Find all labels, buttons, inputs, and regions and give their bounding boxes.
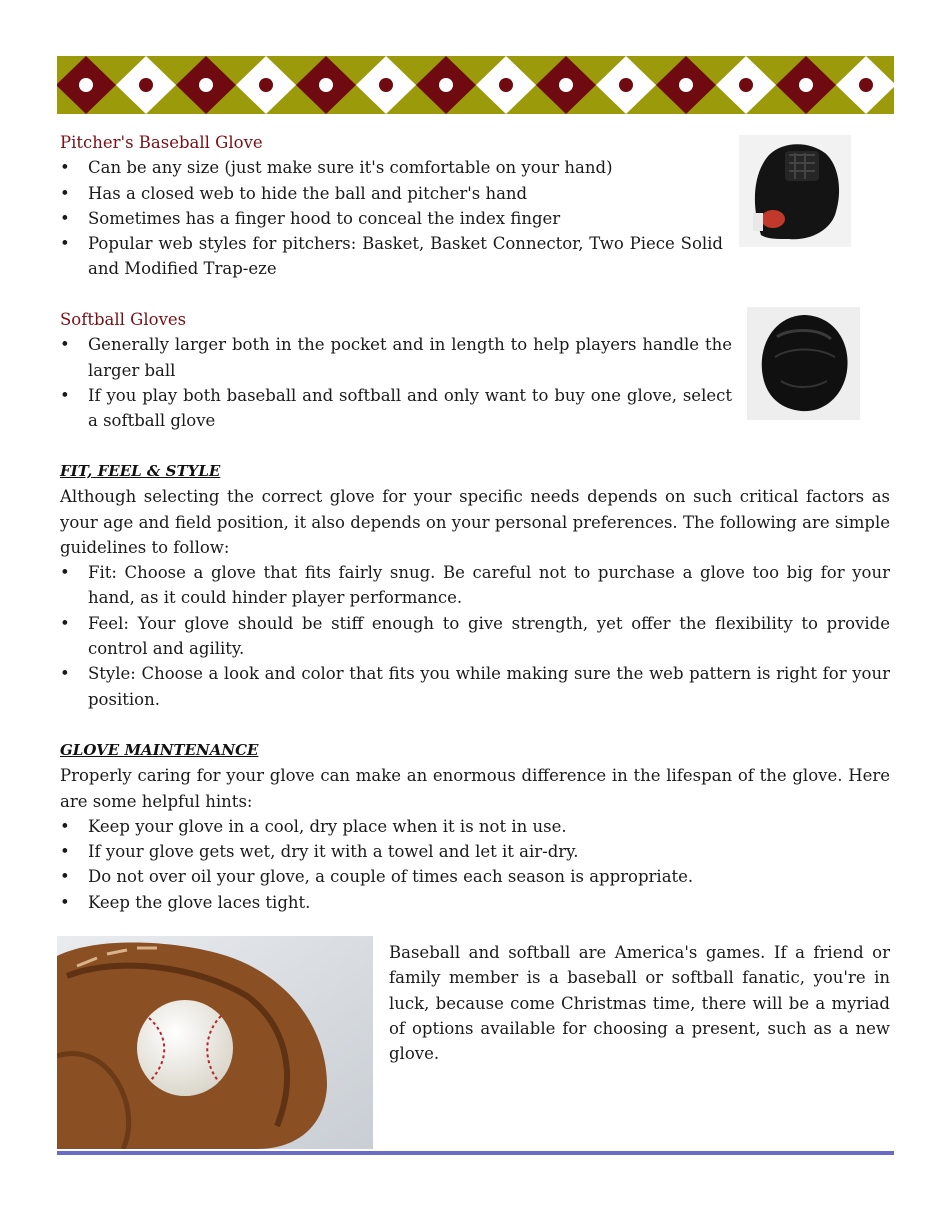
banner-dot (79, 78, 93, 92)
diamond-banner (57, 56, 894, 114)
glove-maintenance-intro: Properly caring for your glove can make an enormous difference in the lifespan of the glove. Here are some helpful hints: (60, 766, 890, 811)
softball-gloves-section (60, 307, 732, 433)
banner-dot (619, 78, 633, 92)
banner-dot (499, 78, 513, 92)
banner-dot (559, 78, 573, 92)
glove-maintenance-section (60, 738, 890, 915)
fit-feel-style-intro: Although selecting the correct glove for your specific needs depends on such critical factors as your age and field position, it also depends on your personal preferences. The following are simple guidelines to follow: (60, 487, 890, 557)
list-item: • Popular web styles for pitchers: Basket, Basket Connector, Two Piece Solid and Modified Trap-eze (60, 231, 723, 282)
glove-maintenance-heading: GLOVE MAINTENANCE (60, 741, 259, 759)
banner-dot (319, 78, 333, 92)
list-item: • Sometimes has a finger hood to conceal the index finger (60, 206, 723, 231)
glove-maintenance-list (60, 814, 890, 915)
list-item: • Has a closed web to hide the ball and pitcher's hand (60, 181, 723, 206)
banner-dot (259, 78, 273, 92)
pitchers-glove-list (60, 155, 723, 281)
list-item: • Can be any size (just make sure it's comfortable on your hand) (60, 155, 723, 180)
glove-and-ball-photo (57, 936, 373, 1149)
list-item: • If your glove gets wet, dry it with a towel and let it air-dry. (60, 839, 890, 864)
list-item: • Keep the glove laces tight. (60, 890, 890, 915)
banner-dot (439, 78, 453, 92)
pitchers-glove-photo (739, 135, 851, 247)
banner-dot (199, 78, 213, 92)
softball-glove-photo (747, 307, 860, 420)
list-item: • Feel: Your glove should be stiff enough to give strength, yet offer the flexibility to provide control and agility. (60, 611, 890, 662)
list-item: • Style: Choose a look and color that fits you while making sure the web pattern is right for your position. (60, 661, 890, 712)
softball-gloves-heading: Softball Gloves (60, 310, 187, 329)
banner-dot (859, 78, 873, 92)
fit-feel-style-heading: FIT, FEEL & STYLE (60, 462, 221, 480)
list-item: • Generally larger both in the pocket and in length to help players handle the larger ball (60, 332, 732, 383)
list-item: • Fit: Choose a glove that fits fairly snug. Be careful not to purchase a glove too big for your hand, as it could hinder player performance. (60, 560, 890, 611)
fit-feel-style-section (60, 459, 890, 712)
closing-paragraph: Baseball and softball are America's games. If a friend or family member is a baseball or softball fanatic, you're in luck, because come Christmas time, there will be a myriad of options available for choosing a present, such as a new glove. (389, 943, 890, 1064)
pitchers-glove-heading: Pitcher's Baseball Glove (60, 133, 263, 152)
pitchers-glove-section (60, 130, 723, 282)
banner-dot (739, 78, 753, 92)
softball-gloves-list (60, 332, 732, 433)
fit-feel-style-list (60, 560, 890, 712)
list-item: • Do not over oil your glove, a couple of times each season is appropriate. (60, 864, 890, 889)
banner-dot (679, 78, 693, 92)
closing-section (389, 940, 890, 1066)
banner-dot (799, 78, 813, 92)
banner-dot (379, 78, 393, 92)
list-item: • If you play both baseball and softball and only want to buy one glove, select a softball glove (60, 383, 732, 434)
banner-dot (139, 78, 153, 92)
bottom-divider (57, 1151, 894, 1155)
list-item: • Keep your glove in a cool, dry place when it is not in use. (60, 814, 890, 839)
